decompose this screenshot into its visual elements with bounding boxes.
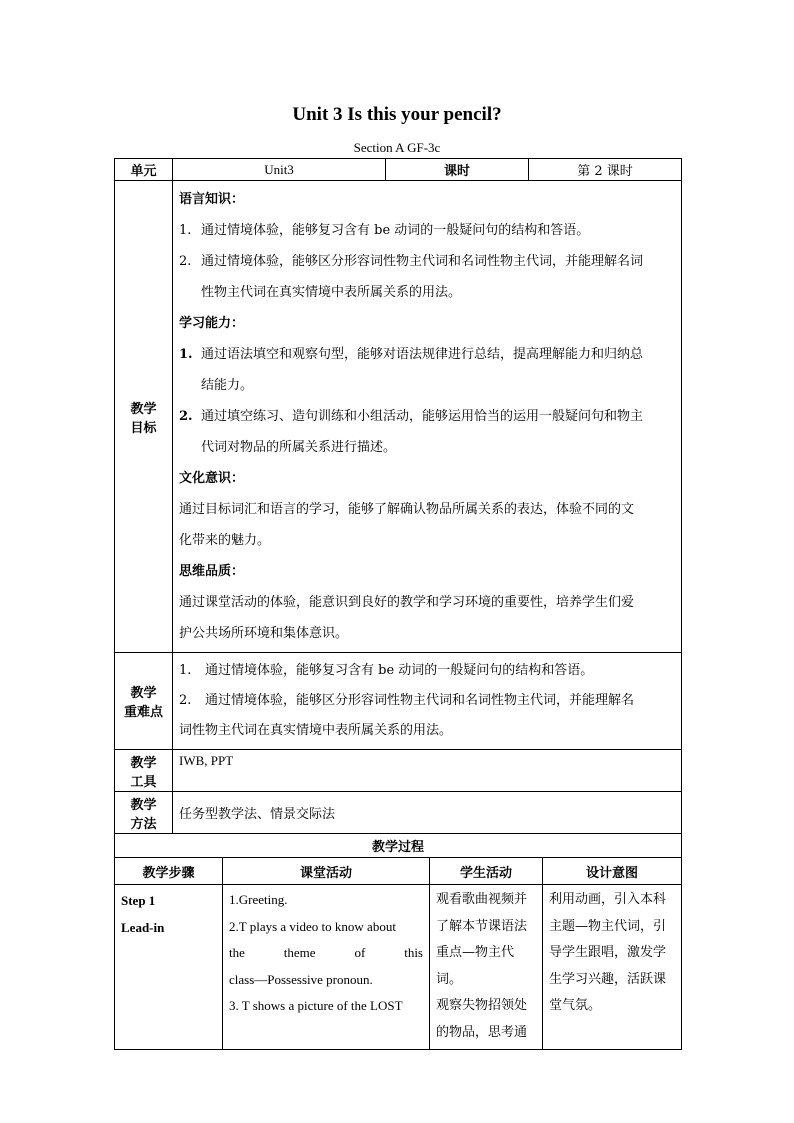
activity-line-4: class—Possessive pronoun. [229,971,373,987]
skill-heading: 学习能力： [179,316,245,331]
objectives-label [115,181,173,653]
keypoint-2: 2. 通过情境体验，能够区分形容词性物主代词和名词性物主代词，并能理解名 [179,693,635,708]
intent-cell [543,885,682,1050]
col-student: 学生活动 [430,858,543,885]
lang-item-2: 2. 通过情境体验，能够区分形容词性物主代词和名词性物主代词，并能理解名词 [179,254,644,269]
skill-item-2-cont: 代词对物品的所属关系进行描述。 [201,440,397,455]
intent-line-1: 利用动画，引入本科 [549,892,667,907]
col-step: 教学步骤 [115,858,223,885]
objectives-content [173,181,682,653]
skill-item-1-cont: 结能力。 [201,378,254,393]
activity-cell [223,885,430,1050]
thinking-text-cont: 护公共场所环境和集体意识。 [179,626,349,641]
activity-line-2: 2.T plays a video to know about [229,918,396,934]
student-line-3: 重点—物主代词。 [436,945,515,987]
keypoints-label-line1: 教学 [130,686,157,701]
methods-label [115,792,173,834]
period-label: 课时 [386,159,529,181]
activity-line-3: the theme of this [229,945,423,960]
student-line-2: 了解本节课语法 [436,918,528,934]
page-subtitle: Section A GF-3c [353,140,441,155]
step-name: Lead-in [121,920,165,935]
process-heading: 教学过程 [115,834,682,858]
col-intent: 设计意图 [543,858,682,885]
keypoints-label [115,653,173,750]
intent-line-3: 导学生跟唱，激发学 [549,945,667,960]
unit-value: Unit3 [173,159,386,181]
lesson-plan-table [114,158,681,1050]
tools-label [115,750,173,792]
info-table [114,158,682,858]
student-line-1: 观看歌曲视频并 [436,892,528,907]
tools-value: IWB, PPT [173,750,682,792]
culture-text: 通过目标词汇和语言的学习，能够了解确认物品所属关系的表达，体验不同的文 [179,502,635,517]
lang-heading: 语言知识： [179,192,245,207]
methods-value: 任务型教学法、情景交际法 [173,792,682,834]
student-line-4: 观察失物招领处 [436,998,528,1013]
intent-line-5: 堂气氛。 [549,998,602,1013]
keypoint-2-cont: 词性物主代词在真实情境中表所属关系的用法。 [179,723,453,738]
keypoints-label-line2: 重难点 [123,705,163,720]
tools-label-line2: 工具 [130,774,157,790]
methods-label-line1: 教学 [130,797,157,813]
col-activity: 课堂活动 [223,858,430,885]
intent-line-4: 生学习兴趣，活跃课 [549,971,667,987]
lang-item-1: 1. 通过情境体验，能够复习含有 be 动词的一般疑问句的结构和答语。 [179,223,590,238]
thinking-heading: 思维品质： [179,564,245,579]
skill-item-1: 1. 通过语法填空和观察句型，能够对语法规律进行总结，提高理解能力和归纳总 [179,347,644,362]
student-cell [430,885,543,1050]
step-cell [115,885,223,1050]
lang-item-2-cont: 性物主代词在真实情境中表所属关系的用法。 [201,285,462,300]
keypoint-1: 1. 通过情境体验，能够复习含有 be 动词的一般疑问句的结构和答语。 [179,663,594,678]
intent-line-2: 主题—物主代词，引 [549,918,667,934]
keypoints-content [173,653,682,750]
activity-line-1: 1.Greeting. [229,892,288,907]
activity-line-5: 3. T shows a picture of the LOST [229,998,403,1013]
culture-text-cont: 化带来的魅力。 [179,533,271,548]
step-number: Step 1 [121,893,156,908]
thinking-text: 通过课堂活动的体验，能意识到良好的教学和学习环境的重要性，培养学生们爱 [179,595,635,610]
student-line-5: 的物品，思考通 [436,1024,528,1040]
culture-heading: 文化意识： [179,471,245,486]
tools-label-line1: 教学 [130,755,157,771]
objectives-label-line2: 目标 [130,420,157,436]
period-value: 第 2 课时 [529,159,682,181]
methods-label-line2: 方法 [130,816,157,832]
objectives-label-line1: 教学 [130,401,157,417]
skill-item-2: 2. 通过填空练习、造句训练和小组活动，能够运用恰当的运用一般疑问句和物主 [179,409,644,424]
process-table [114,857,682,1050]
unit-label: 单元 [115,159,173,181]
page-title: Unit 3 Is this your pencil? [292,104,502,125]
